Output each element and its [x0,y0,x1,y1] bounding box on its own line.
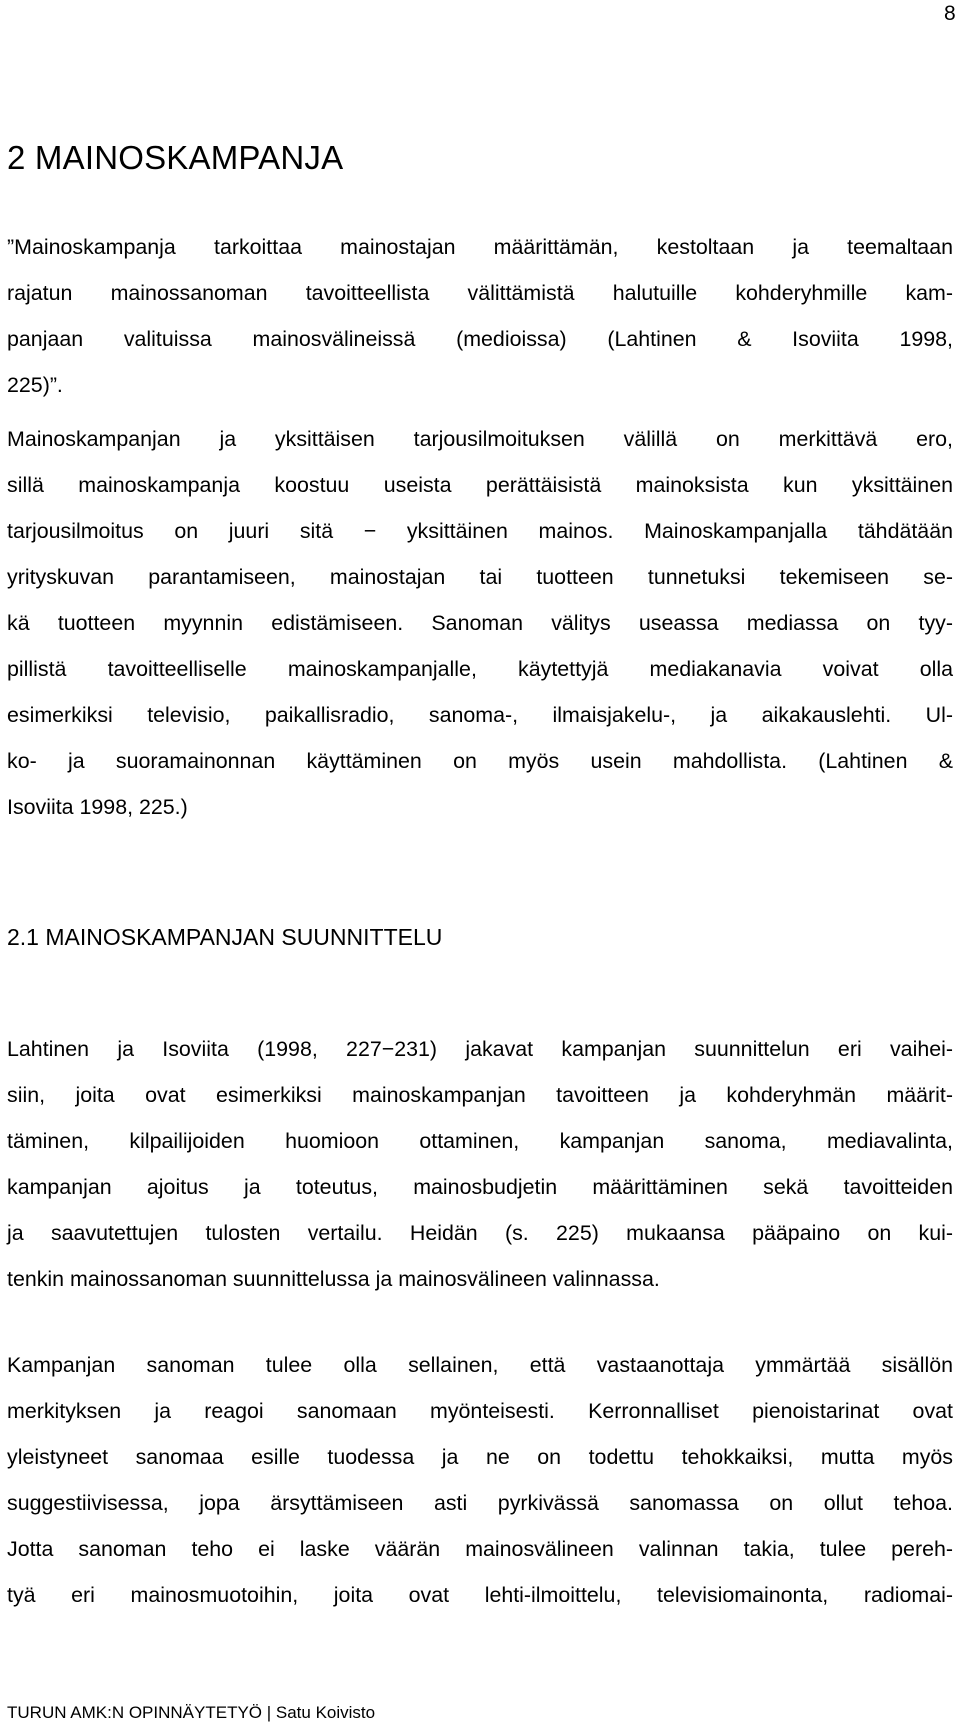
text-line: pillistä tavoitteelliselle mainoskampanjalle, käytettyjä mediakanavia voivat olla [7,657,953,681]
text-line: täminen, kilpailijoiden huomioon ottaminen, kampanjan sanoma, mediavalinta, [7,1129,953,1153]
text-line: esimerkiksi televisio, paikallisradio, sanoma-, ilmaisjakelu-, ja aikakauslehti. Ul- [7,703,953,727]
paragraph-quote [7,224,953,408]
text-line: rajatun mainossanoman tavoitteellista välittämistä halutuille kohderyhmille kam- [7,281,953,305]
text-line: ko- ja suoramainonnan käyttäminen on myös usein mahdollista. (Lahtinen & [7,749,953,773]
text-line: suggestiivisessa, jopa ärsyttämiseen asti pyrkivässä sanomassa on ollut tehoa. [7,1491,953,1515]
text-line: Mainoskampanjan ja yksittäisen tarjousilmoituksen välillä on merkittävä ero, [7,427,953,451]
text-line: 225)”. [7,373,63,397]
text-line: kä tuotteen myynnin edistämiseen. Sanoman välitys useassa mediassa on tyy- [7,611,953,635]
page-number: 8 [944,2,956,25]
text-line: sillä mainoskampanja koostuu useista perättäisistä mainoksista kun yksittäinen [7,473,953,497]
text-line: Isoviita 1998, 225.) [7,795,188,819]
text-line: yleistyneet sanomaa esille tuodessa ja ne on todettu tehokkaiksi, mutta myös [7,1445,953,1469]
chapter-heading: 2 MAINOSKAMPANJA [7,139,344,176]
paragraph-planning-phases [7,1026,953,1302]
text-line: siin, joita ovat esimerkiksi mainoskampanjan tavoitteen ja kohderyhmän määrit- [7,1083,953,1107]
paragraph-campaign-message [7,1342,953,1618]
text-line: tenkin mainossanoman suunnittelussa ja mainosvälineen valinnassa. [7,1267,660,1291]
text-line: yrityskuvan parantamiseen, mainostajan tai tuotteen tunnetuksi tekemiseen se- [7,565,953,589]
page-footer: TURUN AMK:N OPINNÄYTETYÖ | Satu Koivisto [7,1703,376,1722]
text-line: tyä eri mainosmuotoihin, joita ovat lehti-ilmoittelu, televisiomainonta, radiomai- [7,1583,953,1607]
section-heading: 2.1 MAINOSKAMPANJAN SUUNNITTELU [7,924,443,950]
text-line: Kampanjan sanoman tulee olla sellainen, että vastaanottaja ymmärtää sisällön [7,1353,953,1377]
text-line: merkityksen ja reagoi sanomaan myönteisesti. Kerronnalliset pienoistarinat ovat [7,1399,953,1423]
text-line: kampanjan ajoitus ja toteutus, mainosbudjetin määrittäminen sekä tavoitteiden [7,1175,953,1199]
text-line: panjaan valituissa mainosvälineissä (medioissa) (Lahtinen & Isoviita 1998, [7,327,953,351]
paragraph-campaign-vs-offer [7,416,953,830]
text-line: Jotta sanoman teho ei laske väärän mainosvälineen valinnan takia, tulee pereh- [7,1537,953,1561]
text-line: tarjousilmoitus on juuri sitä − yksittäinen mainos. Mainoskampanjalla tähdätään [7,519,953,543]
text-line: ja saavutettujen tulosten vertailu. Heidän (s. 225) mukaansa pääpaino on kui- [7,1221,953,1245]
text-line: ”Mainoskampanja tarkoittaa mainostajan määrittämän, kestoltaan ja teemaltaan [7,235,953,259]
text-line: Lahtinen ja Isoviita (1998, 227−231) jakavat kampanjan suunnittelun eri vaihei- [7,1037,953,1061]
